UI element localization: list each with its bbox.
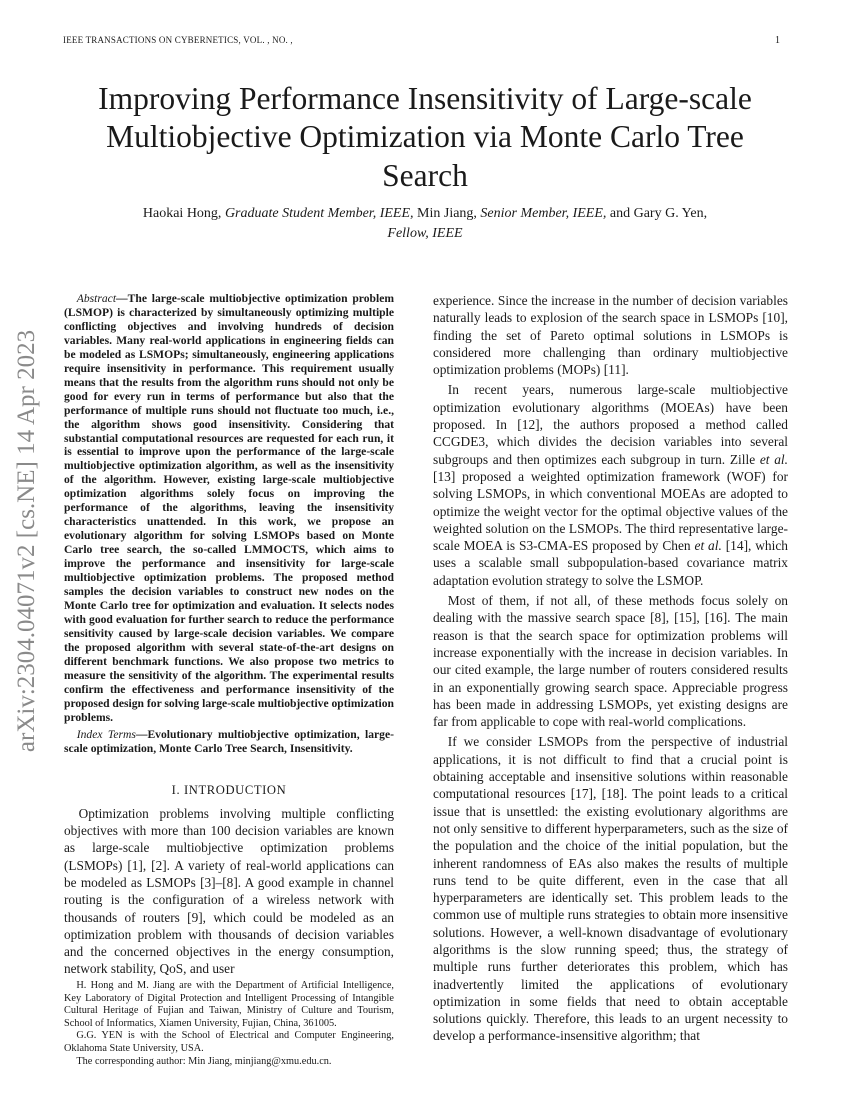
section-heading-introduction	[64, 782, 394, 799]
arxiv-stamp-text: arXiv:2304.04071v2 [cs.NE] 14 Apr 2023	[13, 329, 41, 753]
body-text-italic: et al.	[694, 538, 722, 554]
author-1-role: Graduate Student Member,	[224, 206, 377, 221]
index-terms-label: Index Terms	[76, 727, 136, 741]
body-paragraph: Most of them, if not all, of these methods focus solely on dealing with the massive search space [8], [15], [16]. The main reason is that the search space for optimization problems will increase exponentially with the increase in decision variables. In our cited example, the large number of routers considered results in an exponentially growing search space. Appreciable progress has been made in addressing LSMOPs, yet existing designs are far from applicable to cope with real-world complications.	[433, 593, 788, 730]
index-terms-text: —Evolutionary multiobjective optimization, large-scale optimization, Monte Carlo Tree Search, Insensitivity.	[64, 727, 394, 755]
author-2-role: Senior Member, IEEE,	[480, 206, 607, 221]
body-text: [13] proposed a weighted optimization framework (WOF) for solving LSMOPs, in which conventional MOEAs are adopted to optimize the weight vector for the optimal objective values of the weighted solution on the LSMOPs. The third representative large-scale MOEA is S3-CMA-ES proposed by Chen	[433, 468, 788, 554]
body-paragraph: experience. Since the increase in the number of decision variables naturally leads to explosion of the search space in LSMOPs [10], finding the set of Pareto optimal solutions in LSMOPs is considered more challenging than ordinary multiobjective optimization problems (MOPs) [11].	[433, 293, 788, 378]
author-2-name: Min Jiang,	[417, 206, 477, 221]
footnotes	[64, 980, 394, 1068]
running-header: IEEE TRANSACTIONS ON CYBERNETICS, VOL. , NO. ,	[63, 35, 293, 45]
author-3-name: and Gary G. Yen,	[609, 206, 708, 221]
right-column	[433, 292, 788, 1045]
footnote-affiliation-1: H. Hong and M. Jiang are with the Department of Artificial Intelligence, Key Laboratory of Digital Protection and Intelligent Processing of Intangible Cultural Heritage of Fujian and Taiwan, Ministry of Culture and Tourism, School of Informatics, Xiamen University, Fujian, China, 361005.	[64, 980, 394, 1029]
section-numeral: I.	[171, 783, 181, 798]
arxiv-stamp	[2, 292, 52, 790]
author-1-name: Haokai Hong,	[142, 206, 222, 221]
abstract-label: Abstract	[76, 292, 117, 305]
left-column	[64, 292, 394, 978]
body-text: [14], which uses a scalable small subpopulation-based covariance matrix adaptation evolution strategy to solve the LSMOP.	[433, 538, 788, 588]
paper-title: Improving Performance Insensitivity of Large-scale Multiobjective Optimization via Monte Carlo Tree Search	[98, 81, 752, 193]
intro-paragraph: Optimization problems involving multiple conflicting objectives with more than 100 decision variables are known as large-scale multiobjective optimization problems (LSMOPs) [1], [2]. A variety of real-world applications can be modeled as LSMOPs [3]–[8]. A good example in channel routing is the configuration of a wireless network with thousands of routers [9], which could be modeled as an optimization problem with thousands of decision variables and the concerned objectives in the energy consumption, network stability, QoS, and user	[64, 805, 394, 977]
page-number: 1	[775, 35, 780, 46]
body-paragraph: If we consider LSMOPs from the perspective of industrial applications, it is not difficult to find that a crucial point is obtaining acceptable and insensitive solutions within reasonable computational resources [17], [18]. The point leads to a critical issue that is unsettled: the existing evolutionary algorithms are not only sensitive to different hyperparameters, such as the size of the population and the choice of the initial population, but the inherent randomness of EAs also makes the results of multiple runs tend to be quite different, even in the case that all hyperparameters are identically set. This problem leads to the common use of multiple runs strategies to obtain more insensitive solutions. However, a well-known disadvantage of evolutionary algorithms is the slow running speed; thus, the strategy of multiple runs further deteriorates this problem, which has inadvertently limited the applications of evolutionary optimization in some fields that need to obtain acceptable solutions quickly. Therefore, this leads to an urgent necessity to develop a performance-insensitive algorithm; that	[433, 734, 788, 1044]
body-text-italic: et al.	[759, 451, 788, 467]
index-terms	[64, 728, 394, 756]
body-text: In recent years, numerous large-scale multiobjective optimization evolutionary algorithms (MOEAs) have been proposed. In [12], the authors proposed a method called CCGDE3, which divides the decision variables into several subgroups and then optimizes each subgroup in turn. Zille	[433, 382, 788, 467]
abstract	[64, 292, 394, 725]
footnote-corresponding-author: The corresponding author: Min Jiang, minjiang@xmu.edu.cn.	[76, 1055, 332, 1067]
author-1-org: IEEE,	[379, 206, 414, 221]
author-list	[60, 204, 790, 243]
section-title: INTRODUCTION	[183, 783, 287, 798]
body-paragraph	[433, 381, 788, 589]
footnote-affiliation-2: G.G. YEN is with the School of Electrical and Computer Engineering, Oklahoma State University, USA.	[64, 1030, 394, 1054]
abstract-text: —The large-scale multiobjective optimization problem (LSMOP) is characterized by simultaneously optimizing multiple conflicting objectives and involving hundreds of decision variables. Many real-world applications in engineering fields can be modeled as LSMOPs; simultaneously, engineering applications require insensitivity in performance. This requirement usually means that the results from the algorithm runs should not only be good for every run in terms of performance but also that the performance of multiple runs should not fluctuate too much, i.e., the algorithm shows good insensitivity. Considering that substantial computational resources are requested for each run, it is essential to improve upon the performance of the large-scale multiobjective optimization algorithm, as well as the insensitivity of the algorithm. However, existing large-scale multiobjective optimization algorithms solely focus on improving the performance of the algorithms, leaving the insensitivity characteristics unattended. In this work, we propose an evolutionary algorithm for solving LSMOPs based on Monte Carlo tree search, the so-called LMMOCTS, which aims to improve the performance and insensitivity for large-scale multiobjective optimization problems. The proposed method samples the decision variables to construct new nodes on the Monte Carlo tree for optimization and evaluation. It selects nodes with good evaluation for further search to reduce the performance sensitivity caused by large-scale decision variables. We compare the proposed algorithm with several state-of-the-art designs on different benchmark functions. We also propose two metrics to measure the sensitivity of the algorithm. The experimental results confirm the effectiveness and performance insensitivity of the proposed design for solving large-scale multiobjective optimization problems.	[64, 292, 394, 724]
author-3-role: Fellow, IEEE	[387, 225, 463, 241]
